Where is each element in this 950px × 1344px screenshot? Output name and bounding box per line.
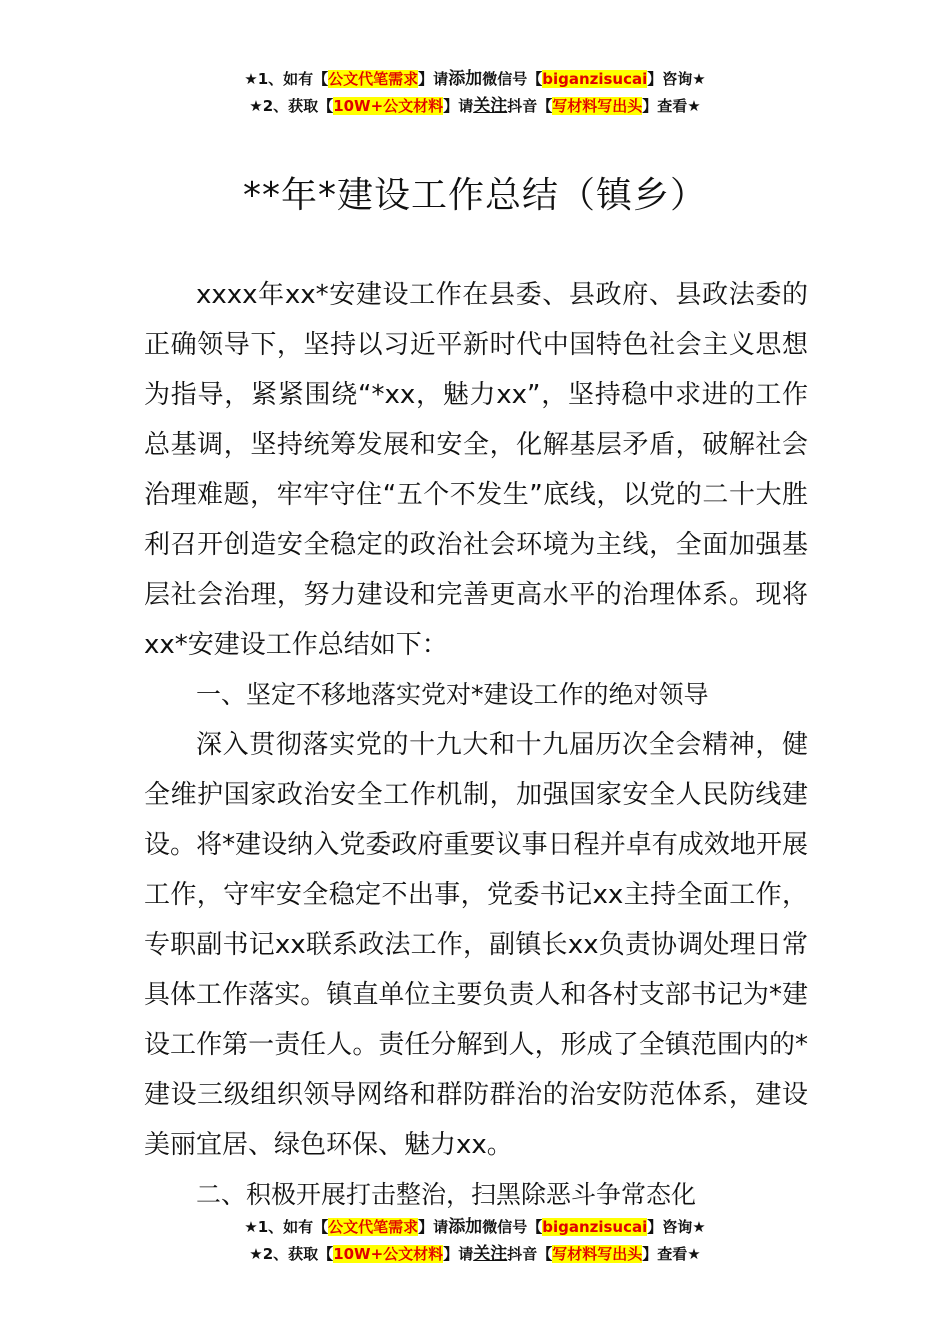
bottom-ad-banner — [0, 1214, 950, 1268]
document-title: **年*建设工作总结（镇乡） — [242, 175, 707, 216]
banner-emphasis: 添加 — [448, 1217, 483, 1237]
section-heading-2: 二、积极开展打击整治，扫黑除恶斗争常态化 — [196, 1180, 697, 1209]
banner-line-2 — [0, 1241, 950, 1268]
banner-text: 】请 — [418, 70, 449, 88]
banner-line-2 — [0, 93, 950, 120]
document-body — [144, 270, 808, 1220]
banner-text: 】查看★ — [642, 1245, 701, 1263]
banner-highlight: 公文代笔需求 — [328, 70, 419, 88]
top-ad-banner — [0, 66, 950, 120]
banner-text: 】请 — [443, 97, 474, 115]
banner-text: 】咨询★ — [647, 1218, 706, 1236]
banner-highlight: 10W+公文材料 — [333, 1245, 444, 1263]
banner-text: ★2、获取【 — [249, 1245, 334, 1263]
banner-text: 抖音【 — [507, 97, 553, 115]
banner-highlight: biganzisucai — [542, 70, 648, 88]
section-heading-1: 一、坚定不移地落实党对*建设工作的绝对领导 — [196, 680, 709, 709]
banner-line-1 — [0, 66, 950, 93]
banner-emphasis: 关注 — [473, 96, 508, 116]
banner-text: 】请 — [418, 1218, 449, 1236]
banner-line-1 — [0, 1214, 950, 1241]
banner-emphasis: 添加 — [448, 69, 483, 89]
banner-highlight: biganzisucai — [542, 1218, 648, 1236]
banner-highlight: 10W+公文材料 — [333, 97, 444, 115]
banner-highlight: 写材料写出头 — [552, 1245, 643, 1263]
banner-emphasis: 关注 — [473, 1244, 508, 1264]
section-1-paragraph: 深入贯彻落实党的十九大和十九届历次全会精神，健全维护国家政治安全工作机制，加强国家安全人民防线建设。将*建设纳入党委政府重要议事日程并卓有成效地开展工作，守牢安全稳定不出事，党委书记xx主持全面工作，专职副书记xx联系政法工作，副镇长xx负责协调处理日常具体工作落实。镇直单位主要负责人和各村支部书记为*建设工作第一责任人。责任分解到人，形成了全镇范围内的*建设三级组织领导网络和群防群治的治安防范体系，建设美丽宜居、绿色环保、魅力xx。 — [144, 730, 808, 1160]
banner-text: 】请 — [443, 1245, 474, 1263]
banner-text: 抖音【 — [507, 1245, 553, 1263]
banner-text: 微信号【 — [482, 70, 543, 88]
banner-text: ★2、获取【 — [249, 97, 334, 115]
banner-text: 】咨询★ — [647, 70, 706, 88]
banner-text: ★1、如有【 — [244, 1218, 329, 1236]
banner-text: 】查看★ — [642, 97, 701, 115]
banner-highlight: 写材料写出头 — [552, 97, 643, 115]
banner-highlight: 公文代笔需求 — [328, 1218, 419, 1236]
intro-paragraph: xxxx年xx*安建设工作在县委、县政府、县政法委的正确领导下，坚持以习近平新时代中国特色社会主义思想为指导，紧紧围绕“*xx，魅力xx”，坚持稳中求进的工作总基调，坚持统筹发展和安全，化解基层矛盾，破解社会治理难题，牢牢守住“五个不发生”底线，以党的二十大胜利召开创造安全稳定的政治社会环境为主线，全面加强基层社会治理，努力建设和完善更高水平的治理体系。现将xx*安建设工作总结如下： — [144, 280, 808, 660]
banner-text: ★1、如有【 — [244, 70, 329, 88]
banner-text: 微信号【 — [482, 1218, 543, 1236]
